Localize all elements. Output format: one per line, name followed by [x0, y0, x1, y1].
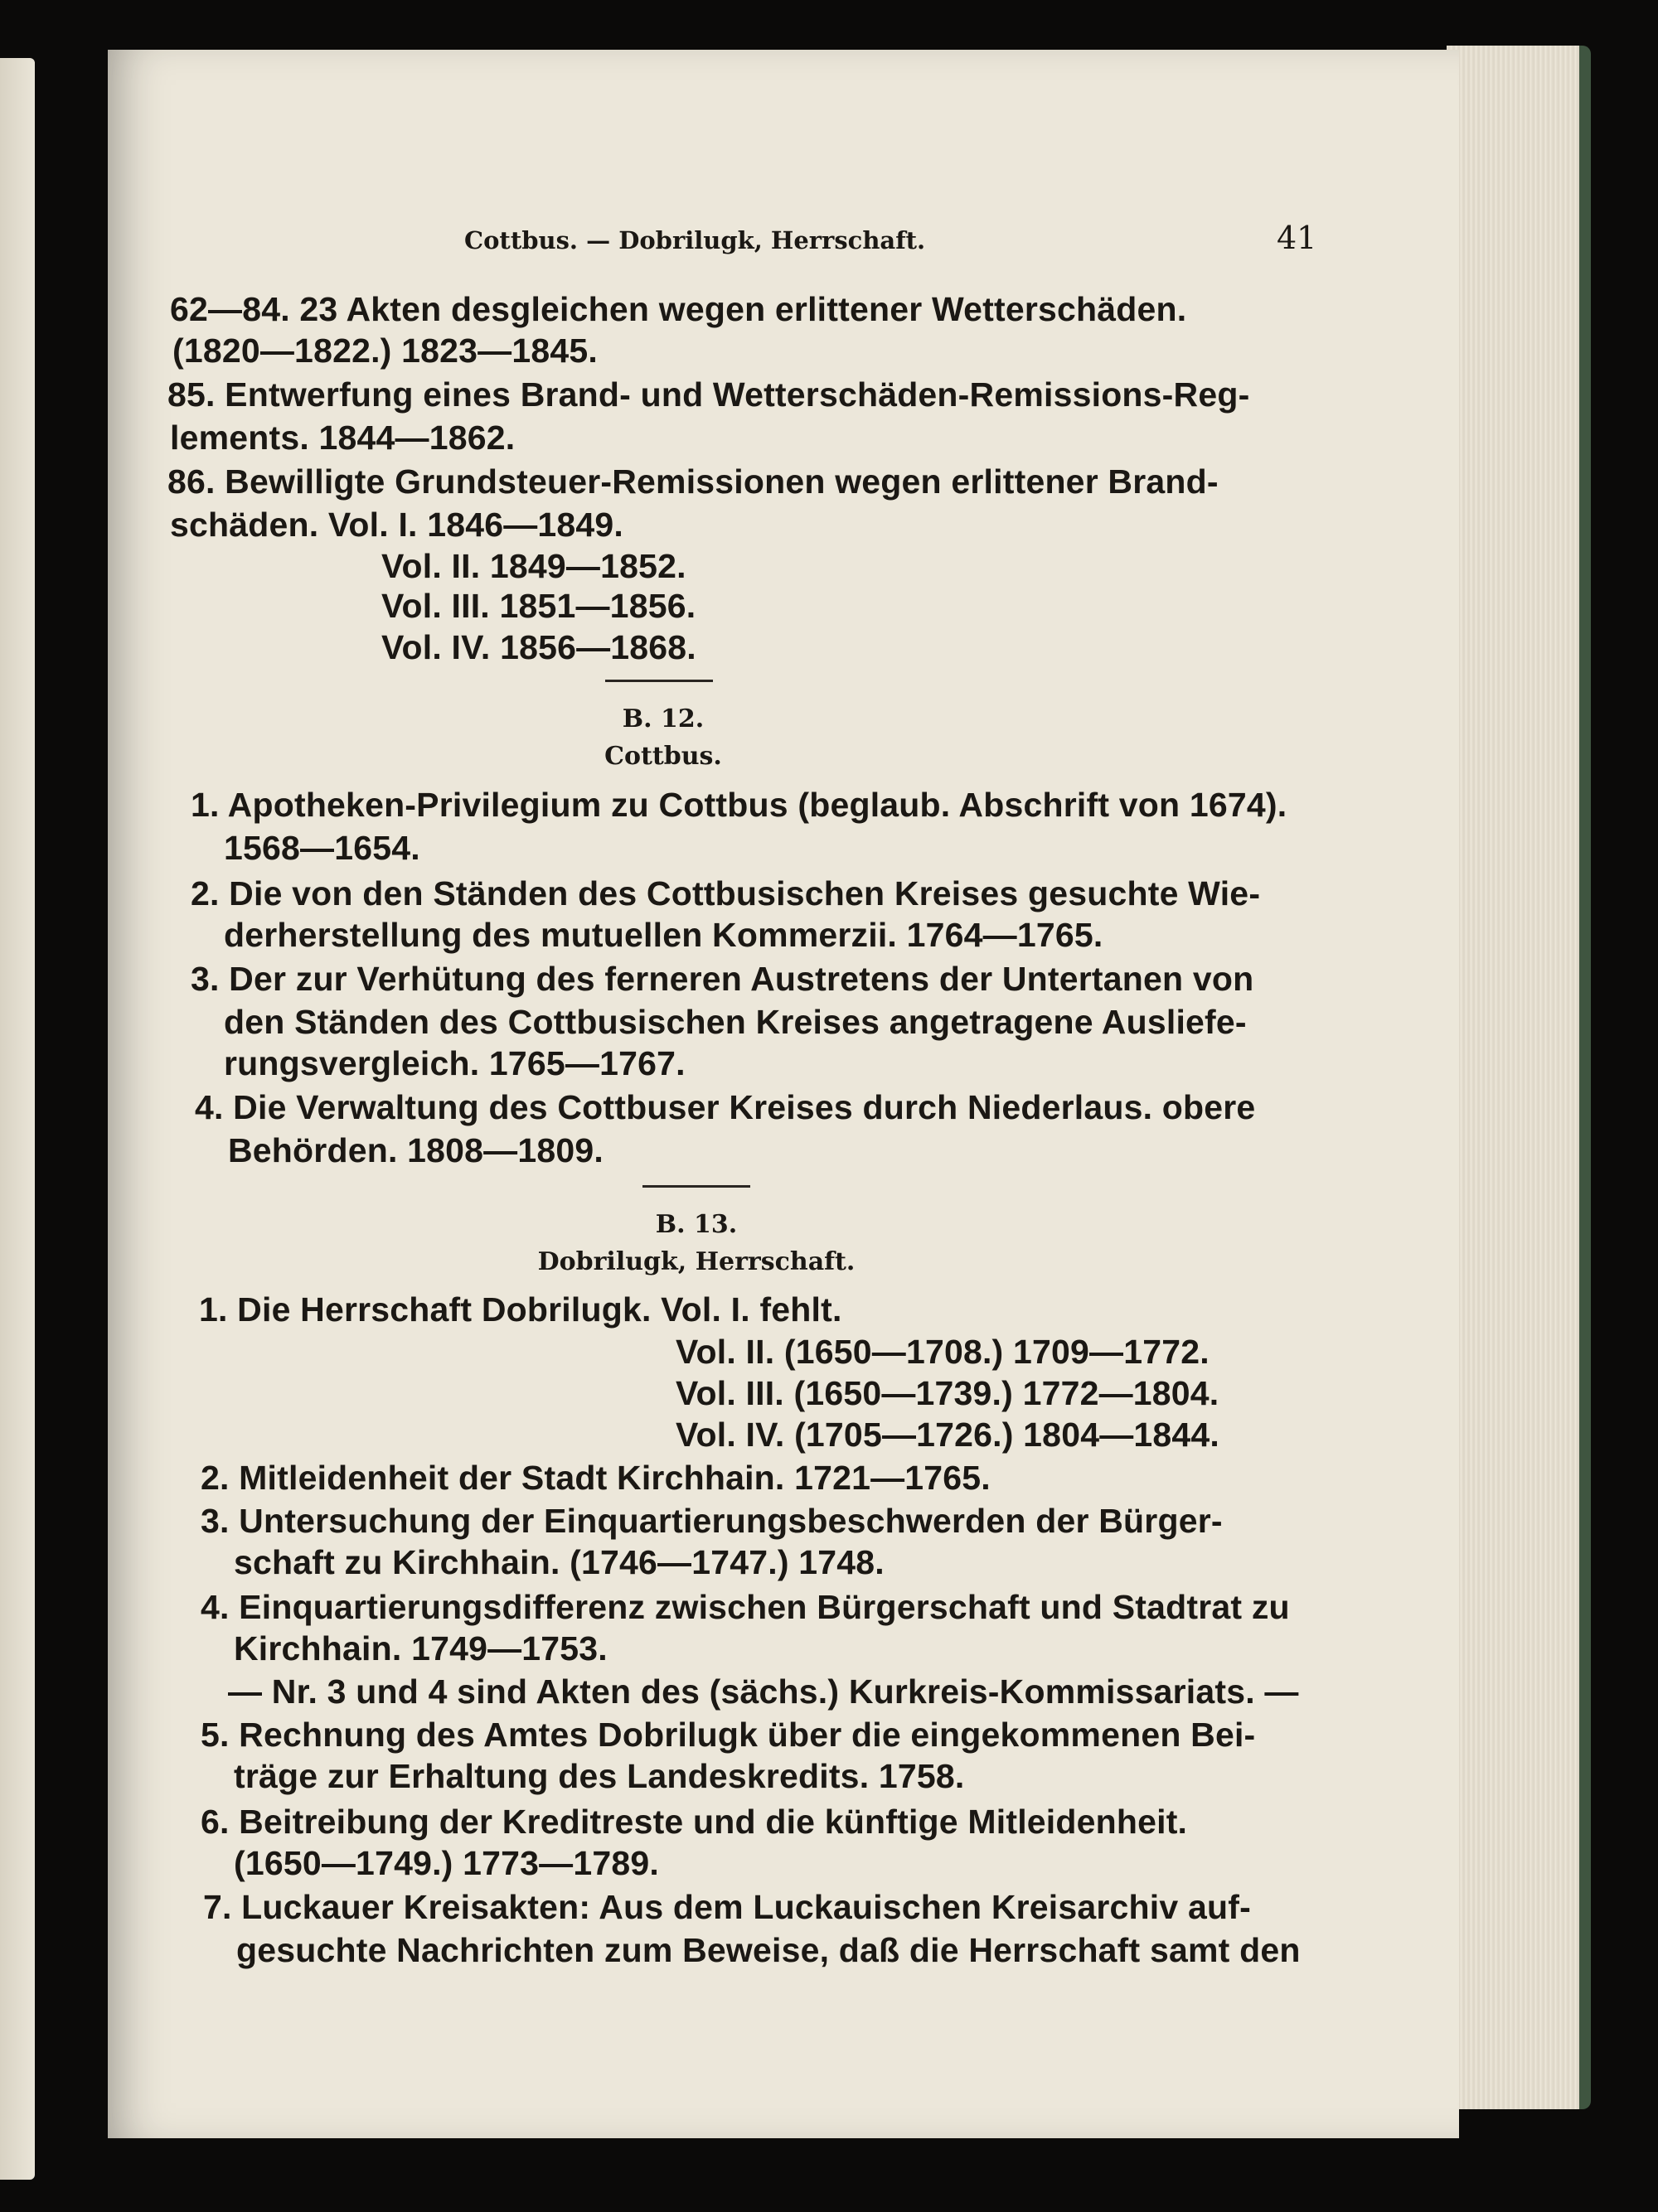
facing-page-edge [0, 58, 35, 2180]
text-line: 62—84. 23 Akten desgleichen wegen erlittener Wetterschäden. [170, 290, 1187, 328]
section-divider [605, 680, 713, 682]
page-number: 41 [1277, 220, 1317, 256]
text-line: 4. Die Verwaltung des Cottbuser Kreises durch Niederlaus. obere [195, 1088, 1256, 1126]
text-line: Vol. III. (1650—1739.) 1772—1804. [676, 1374, 1219, 1412]
text-line: 2. Mitleidenheit der Stadt Kirchhain. 1721—1765. [201, 1459, 991, 1497]
text-line: derherstellung des mutuellen Kommerzii. 1764—1765. [224, 916, 1103, 954]
text-line: Vol. IV. 1856—1868. [381, 628, 696, 666]
book-page-edges [1447, 46, 1591, 2109]
text-line: 85. Entwerfung eines Brand- und Wetterschäden-Remissions-Reg- [167, 375, 1250, 414]
section-code: B. 12. [622, 704, 705, 733]
text-line: 4. Einquartierungsdifferenz zwischen Bürgerschaft und Stadtrat zu [201, 1588, 1290, 1626]
text-line: träge zur Erhaltung des Landeskredits. 1758. [234, 1757, 965, 1795]
text-line: Vol. IV. (1705—1726.) 1804—1844. [676, 1416, 1219, 1454]
text-line: — Nr. 3 und 4 sind Akten des (sächs.) Kurkreis-Kommissariats. — [228, 1672, 1299, 1711]
section-code: B. 13. [655, 1210, 738, 1239]
text-line: Vol. II. (1650—1708.) 1709—1772. [676, 1333, 1210, 1371]
running-header [464, 220, 1317, 269]
text-line: 5. Rechnung des Amtes Dobrilugk über die eingekommenen Bei- [201, 1716, 1256, 1754]
text-line: 86. Bewilligte Grundsteuer-Remissionen wegen erlittener Brand- [167, 462, 1219, 501]
text-line: 1. Apotheken-Privilegium zu Cottbus (beglaub. Abschrift von 1674). [191, 786, 1287, 824]
book-page [108, 50, 1459, 2138]
text-line: 1. Die Herrschaft Dobrilugk. Vol. I. fehlt. [199, 1290, 842, 1329]
running-header-title: Cottbus. — Dobrilugk, Herrschaft. [464, 226, 926, 254]
section-title: Cottbus. [604, 742, 722, 771]
text-line: Vol. II. 1849—1852. [381, 547, 686, 585]
text-line: 1568—1654. [224, 829, 420, 867]
text-line: (1820—1822.) 1823—1845. [172, 332, 598, 370]
section-title: Dobrilugk, Herrschaft. [537, 1247, 856, 1276]
text-line: 7. Luckauer Kreisakten: Aus dem Luckauischen Kreisarchiv auf- [203, 1888, 1251, 1926]
text-line: Behörden. 1808—1809. [228, 1131, 604, 1169]
text-line: 3. Der zur Verhütung des ferneren Austretens der Untertanen von [191, 960, 1254, 998]
text-line: schaft zu Kirchhain. (1746—1747.) 1748. [234, 1543, 885, 1581]
text-line: 2. Die von den Ständen des Cottbusischen Kreises gesuchte Wie- [191, 874, 1261, 912]
text-line: lements. 1844—1862. [170, 419, 516, 457]
text-line: gesuchte Nachrichten zum Beweise, daß die Herrschaft samt den [236, 1931, 1301, 1969]
text-line: Kirchhain. 1749—1753. [234, 1629, 608, 1667]
text-line: den Ständen des Cottbusischen Kreises angetragene Ausliefe- [224, 1003, 1247, 1041]
text-line: rungsvergleich. 1765—1767. [224, 1044, 686, 1082]
text-line: 3. Untersuchung der Einquartierungsbeschwerden der Bürger- [201, 1502, 1223, 1540]
text-line: 6. Beitreibung der Kreditreste und die künftige Mitleidenheit. [201, 1803, 1188, 1841]
section-divider [642, 1185, 750, 1188]
text-line: Vol. III. 1851—1856. [381, 587, 696, 625]
text-line: schäden. Vol. I. 1846—1849. [170, 506, 624, 544]
text-line: (1650—1749.) 1773—1789. [234, 1844, 659, 1882]
